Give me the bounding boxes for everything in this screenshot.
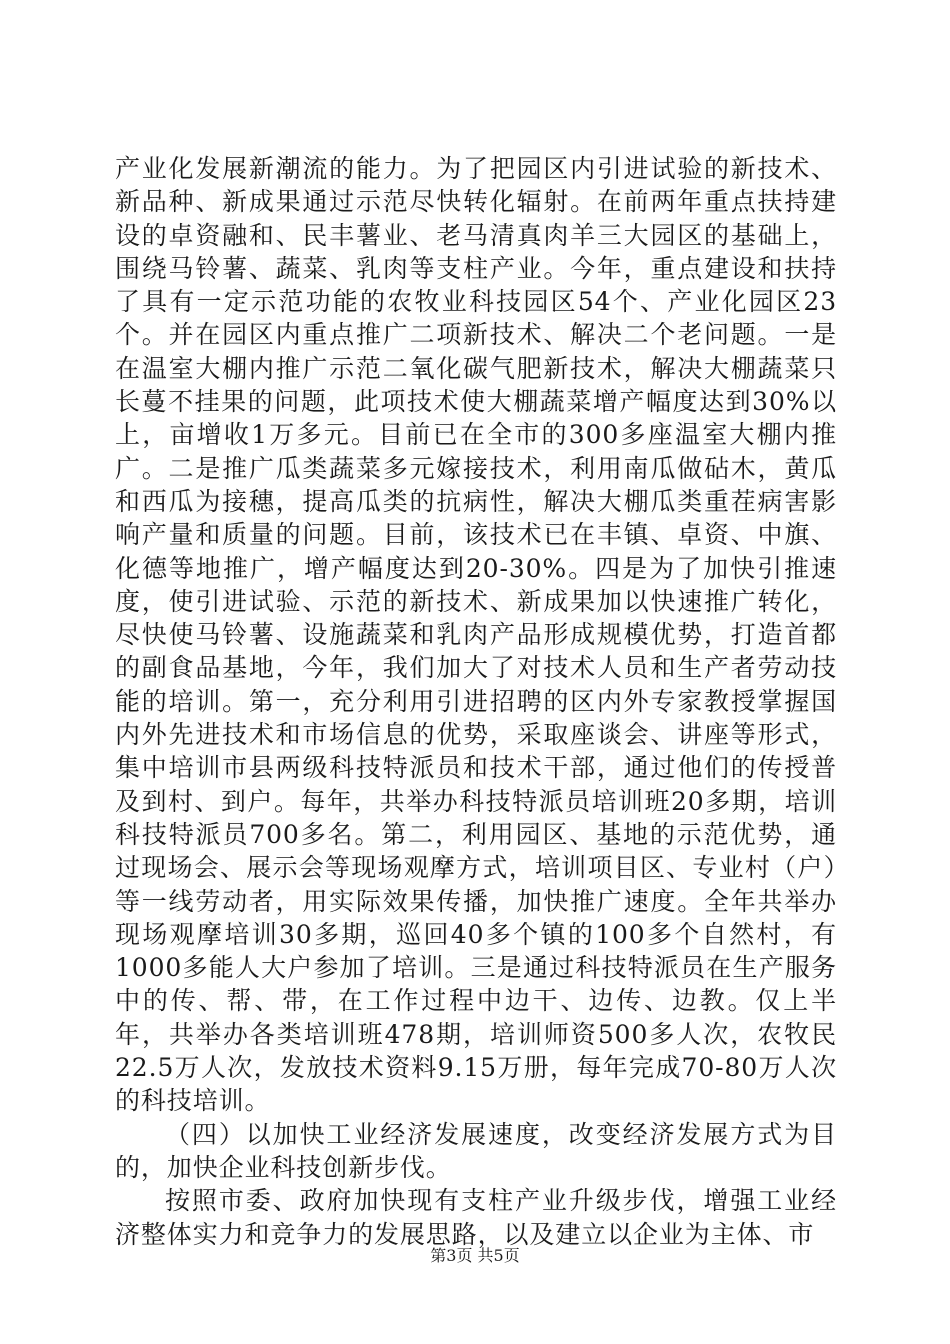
document-body (115, 152, 837, 1251)
page-footer: 第3页 共5页 (430, 1246, 520, 1265)
section-heading-4: （四）以加快工业经济发展速度，改变经济发展方式为目的，加快企业科技创新步伐。 (115, 1119, 837, 1182)
body-paragraph-1: 产业化发展新潮流的能力。为了把园区内引进试验的新技术、新品种、新成果通过示范尽快转化辐射。在前两年重点扶持建设的卓资融和、民丰薯业、老马清真肉羊三大园区的基础上，围绕马铃薯、蔬菜、乳肉等支柱产业。今年，重点建设和扶持了具有一定示范功能的农牧业科技园区54个、产业化园区23个。并在园区内重点推广二项新技术、解决二个老问题。一是在温室大棚内推广示范二氧化碳气肥新技术，解决大棚蔬菜只长蔓不挂果的问题，此项技术使大棚蔬菜增产幅度达到30%以上，亩增收1万多元。目前已在全市的300多座温室大棚内推广。二是推广瓜类蔬菜多元嫁接技术，利用南瓜做砧木，黄瓜和西瓜为接穗，提高瓜类的抗病性，解决大棚瓜类重茬病害影响产量和质量的问题。目前，该技术已在丰镇、卓资、中旗、化德等地推广，增产幅度达到20-30%。四是为了加快引推速度，使引进试验、示范的新技术、新成果加以快速推广转化，尽快使马铃薯、设施蔬菜和乳肉产品形成规模优势，打造首都的副食品基地，今年，我们加大了对技术人员和生产者劳动技能的培训。第一，充分利用引进招聘的区内外专家教授掌握国内外先进技术和市场信息的优势，采取座谈会、讲座等形式，集中培训市县两级科技特派员和技术干部，通过他们的传授普及到村、到户。每年，共举办科技特派员培训班20多期，培训科技特派员700多名。第二，利用园区、基地的示范优势，通过现场会、展示会等现场观摩方式，培训项目区、专业村（户）等一线劳动者，用实际效果传播，加快推广速度。全年共举办现场观摩培训30多期，巡回40多个镇的100多个自然村，有1000多能人大户参加了培训。三是通过科技特派员在生产服务中的传、帮、带，在工作过程中边干、边传、边教。仅上半年，共举办各类培训班478期，培训师资500多人次，农牧民22.5万人次，发放技术资料9.15万册，每年完成70-80万人次的科技培训。 (115, 154, 837, 1116)
body-paragraph-2: 按照市委、政府加快现有支柱产业升级步伐，增强工业经济整体实力和竞争力的发展思路，以及建立以企业为主体、市 (115, 1186, 837, 1249)
